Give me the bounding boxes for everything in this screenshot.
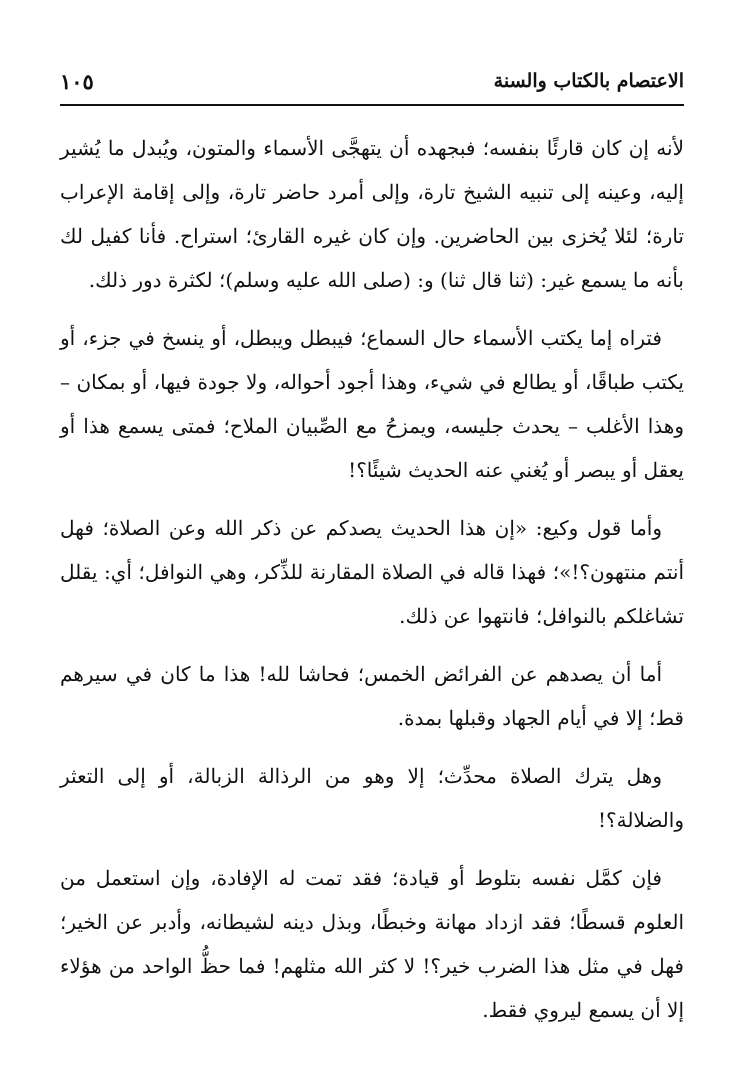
paragraph-1: لأنه إن كان قارئًا بنفسه؛ فبجهده أن يتهجَّى الأسماء والمتون، ويُبدل ما يُشير إليه، وعينه إلى تنبيه الشيخ تارة، وإلى أمرد حاضر تارة، وإلى إقامة الإعراب تارة؛ لئلا يُخزى بين الحاضرين. وإن كان غيره القارئ؛ استراح. فأنا كفيل لك بأنه ما يسمع غير: (ثنا قال ثنا) و: (صلى الله عليه وسلم)؛ لكثرة دور ذلك. <box>60 136 684 292</box>
header-divider <box>60 104 684 106</box>
paragraph-5: وهل يترك الصلاة محدِّث؛ إلا وهو من الرذالة الزبالة، أو إلى التعثر والضلالة؟! <box>60 764 684 832</box>
page-number: ١٠٥ <box>60 68 94 94</box>
paragraph-2: فتراه إما يكتب الأسماء حال السماع؛ فيبطل ويبطل، أو ينسخ في جزء، أو يكتب طباقًا، أو يطالع في شيء، وهذا أجود أحواله، ولا جودة فيها، أو بمكان – وهذا الأغلب – يحدث جليسه، ويمزحُ مع الصِّبيان الملاح؛ فمتى يسمع هذا أو يعقل أو يبصر أو يُغني عنه الحديث شيئًا؟! <box>60 326 684 482</box>
page-body <box>60 126 684 1046</box>
paragraph-3: وأما قول وكيع: «إن هذا الحديث يصدكم عن ذكر الله وعن الصلاة؛ فهل أنتم منتهون؟!»؛ فهذا قاله في الصلاة المقارنة للذِّكر، وهي النوافل؛ أي: يقلل تشاغلكم بالنوافل؛ فانتهوا عن ذلك. <box>60 516 684 628</box>
running-title: الاعتصام بالكتاب والسنة <box>493 70 684 92</box>
paragraph-4: أما أن يصدهم عن الفرائض الخمس؛ فحاشا لله! هذا ما كان في سيرهم قط؛ إلا في أيام الجهاد وقبلها بمدة. <box>60 662 684 730</box>
page-header <box>60 64 684 98</box>
paragraph-6: فإن كمَّل نفسه بتلوط أو قيادة؛ فقد تمت له الإفادة، وإن استعمل من العلوم قسطًا؛ فقد ازداد مهانة وخبطًا، وبذل دينه لشيطانه، وأدبر عن الخير؛ فهل في مثل هذا الضرب خير؟! لا كثر الله مثلهم! فما حظُّ الواحد من هؤلاء إلا أن يسمع ليروي فقط. <box>60 866 684 1022</box>
